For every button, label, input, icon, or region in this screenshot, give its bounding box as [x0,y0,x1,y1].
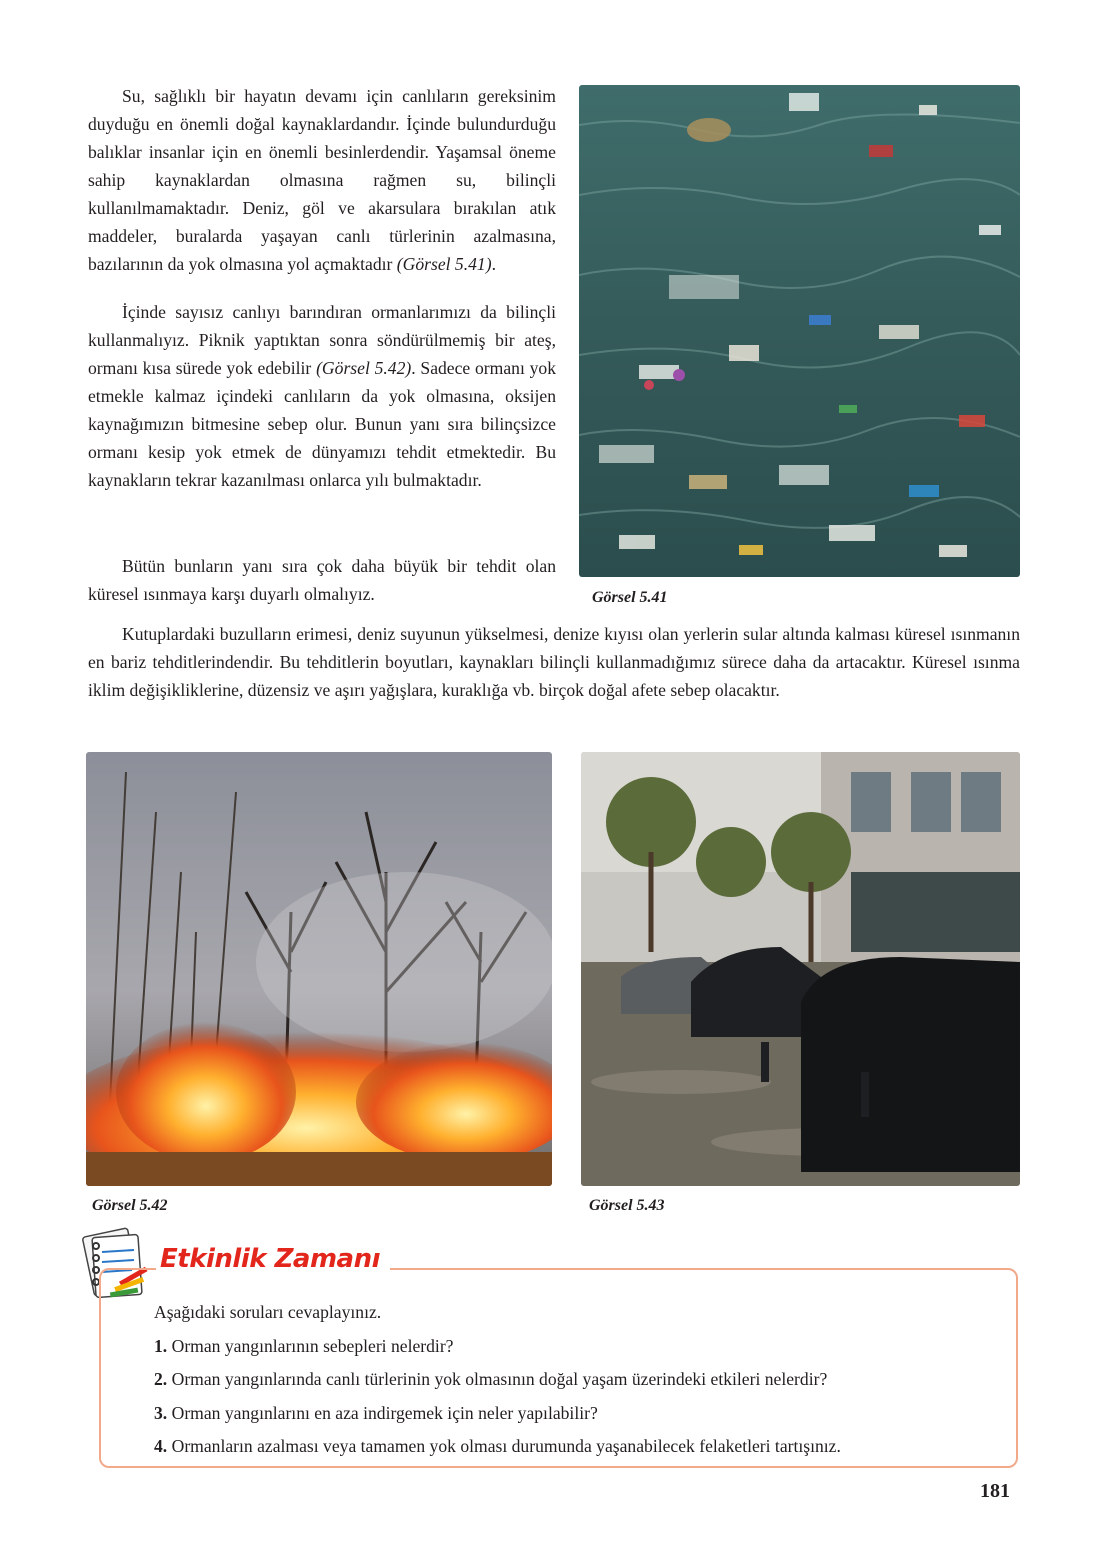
photo-flooded-street [581,752,1020,1186]
paragraph-water [88,82,556,278]
question-number: 1. [154,1336,168,1356]
photo-polluted-water [579,85,1020,577]
figure-ref-5-41: (Görsel 5.41) [396,254,492,274]
paragraph-water-text: Su, sağlıklı bir hayatın devamı için canlıların gereksinim duyduğu en önemli doğal kaynaklardandır. İçinde bulundurduğu balıklar insanlar için en önemli besinlerdendir. Yaşamsal öneme sahip kaynaklardan olmasına rağmen su, bilinçli kullanılmamaktadır. Deniz, göl ve akarsulara bırakılan atık maddeler, buralarda yaşayan canlı türlerinin azalmasına, bazılarının da yok olmasına yol açmaktadır [88,86,556,274]
figure-caption-5-43: Görsel 5.43 [589,1197,665,1214]
question-item [154,1436,841,1457]
question-item [154,1369,827,1390]
figure-caption-5-42: Görsel 5.42 [92,1197,168,1214]
question-text: Orman yangınlarının sebepleri nelerdir? [171,1336,454,1356]
paragraph-global-warming-text: Bütün bunların yanı sıra çok daha büyük bir tehdit olan küresel ısınmaya karşı duyarlı olmalıyız. [88,556,556,604]
paragraph-climate-text: Kutuplardaki buzulların erimesi, deniz suyunun yükselmesi, denize kıyısı olan yerlerin sular altında kalması küresel ısınmanın en bariz tehditlerindendir. Bu tehditlerin boyutları, kaynakları bilinçli kullanmadığımız sürece daha da artacaktır. Küresel ısınma iklim değişikliklerine, düzensiz ve aşırı yağışlara, kuraklığa vb. birçok doğal afete sebep olacaktır. [88,624,1020,700]
question-number: 4. [154,1436,168,1456]
paragraph-forest [88,298,556,494]
activity-title: Etkinlik Zamanı [156,1244,390,1274]
paragraph-global-warming [88,552,556,608]
question-number: 3. [154,1403,168,1423]
paragraph-water-end: . [491,254,496,274]
figure-ref-5-42: (Görsel 5.42) [316,358,412,378]
page-number: 181 [980,1480,1010,1502]
figure-caption-5-41: Görsel 5.41 [592,589,668,606]
question-item [154,1336,454,1357]
photo-forest-fire [86,752,552,1186]
paragraph-climate [88,620,1020,704]
question-text: Ormanların azalması veya tamamen yok olması durumunda yaşanabilecek felaketleri tartışınız. [171,1436,841,1456]
question-number: 2. [154,1369,168,1389]
paragraph-forest-rest: . Sadece ormanı yok etmekle kalmaz içindeki canlıların da yok olmasına, oksijen kaynağımızın bitmesine sebep olur. Bunun yanı sıra bilinçsizce ormanı kesip yok etmek de dünyamızı tehdit etmektedir. Bu kaynakların tekrar kazanılması onlarca yılı bulmaktadır. [88,358,556,490]
question-text: Orman yangınlarında canlı türlerinin yok olmasının doğal yaşam üzerindeki etkileri nelerdir? [171,1369,828,1389]
paragraph-forest-text: İçinde sayısız canlıyı barındıran ormanlarımızı da bilinçli kullanmalıyız. Piknik yaptıktan sonra söndürülmemiş bir ateş, ormanı kısa sürede yok edebilir [88,302,556,378]
question-item [154,1403,598,1424]
question-text: Orman yangınlarını en aza indirgemek için neler yapılabilir? [171,1403,598,1423]
activity-intro: Aşağıdaki soruları cevaplayınız. [154,1302,382,1322]
